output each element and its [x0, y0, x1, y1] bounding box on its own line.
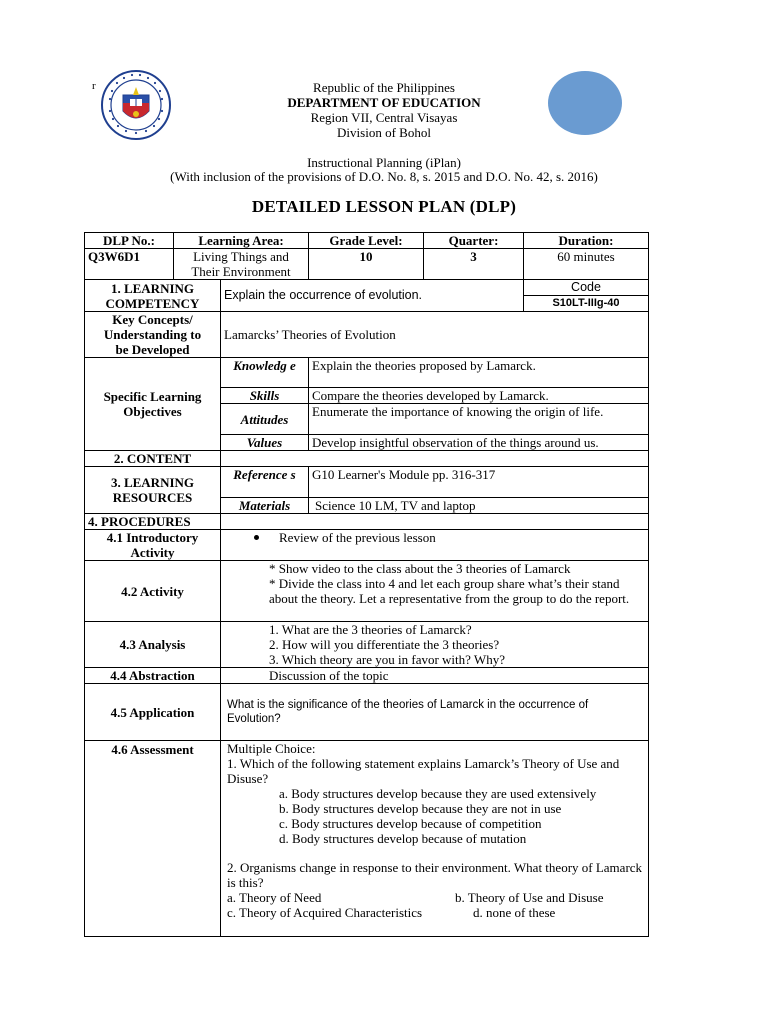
procedures-empty [221, 514, 649, 530]
assessment-q1-choice-d: d. Body structures develop because of mutation [279, 831, 527, 846]
assessment-q2-choice-b: b. Theory of Use and Disuse [455, 890, 604, 905]
assessment-q2: 2. Organisms change in response to their environment. What theory of Lamarck is this? [227, 860, 643, 890]
assessment-q2-choice-a: a. Theory of Need [227, 890, 322, 905]
grade-level-header: Grade Level: [309, 233, 424, 249]
analysis-cell [221, 622, 649, 668]
application-label: 4.5 Application [85, 684, 221, 741]
resources-label-2: RESOURCES [112, 490, 193, 505]
bullet-icon [254, 535, 259, 540]
intro-activity-cell [221, 530, 649, 561]
analysis-question-2: 2. How will you differentiate the 3 theories? [269, 637, 500, 652]
code-label: Code [524, 280, 649, 296]
references-label: Reference s [221, 467, 309, 498]
content-label: 2. CONTENT [85, 451, 221, 467]
header-line-republic: Republic of the Philippines [313, 80, 455, 95]
analysis-label: 4.3 Analysis [85, 622, 221, 668]
assessment-q2-row-1 [227, 890, 645, 905]
competency-code: S10LT-IIIg-40 [524, 296, 649, 312]
header-line-deped: DEPARTMENT OF EDUCATION [287, 95, 481, 110]
assessment-spacer [227, 846, 645, 860]
blue-circle-placeholder [548, 71, 622, 135]
assessment-q2-row-2 [227, 905, 645, 920]
iplan-title: Instructional Planning (iPlan) [307, 155, 461, 170]
analysis-question-1: 1. What are the 3 theories of Lamarck? [269, 622, 472, 637]
header-line-region: Region VII, Central Visayas [310, 110, 458, 125]
page-title: DETAILED LESSON PLAN (DLP) [251, 197, 517, 216]
quarter-value: 3 [424, 249, 524, 280]
key-concepts-label-3: be Developed [115, 342, 190, 357]
materials-text: Science 10 LM, TV and laptop [309, 498, 649, 514]
objectives-label [85, 358, 221, 451]
activity-cell [221, 561, 649, 622]
resources-label [85, 467, 221, 514]
learning-area-line-2: Their Environment [191, 264, 291, 279]
assessment-heading: Multiple Choice: [227, 741, 316, 756]
key-concepts-label-1: Key Concepts/ [112, 312, 193, 327]
assessment-q2-choice-c: c. Theory of Acquired Characteristics [227, 905, 423, 920]
activity-line-1: * Show video to the class about the 3 theories of Lamarck [269, 561, 571, 576]
corner-mark: r [92, 80, 96, 92]
objective-domain-knowledge: Knowledg e [221, 358, 309, 388]
learning-area-header: Learning Area: [174, 233, 309, 249]
objective-skills: Compare the theories developed by Lamarck. [309, 388, 649, 404]
duration-header: Duration: [524, 233, 649, 249]
objective-domain-skills: Skills [221, 388, 309, 404]
competency-text: Explain the occurrence of evolution. [221, 280, 524, 312]
analysis-question-3: 3. Which theory are you in favor with? Why? [269, 652, 505, 667]
abstraction-text: Discussion of the topic [221, 668, 649, 684]
assessment-q1-choice-a: a. Body structures develop because they are used extensively [279, 786, 597, 801]
quarter-header: Quarter: [424, 233, 524, 249]
competency-label [85, 280, 221, 312]
lesson-plan-table [84, 232, 649, 937]
materials-label: Materials [221, 498, 309, 514]
learning-area-value [174, 249, 309, 280]
assessment-q1-choice-c: c. Body structures develop because of competition [279, 816, 542, 831]
dlp-no-header: DLP No.: [85, 233, 174, 249]
intro-activity-label-2: Activity [130, 545, 175, 560]
activity-label: 4.2 Activity [85, 561, 221, 622]
content-text [221, 451, 649, 467]
intro-activity-text: Review of the previous lesson [279, 530, 436, 545]
procedures-label: 4. PROCEDURES [85, 514, 221, 530]
competency-label-2: COMPETENCY [105, 295, 200, 311]
assessment-cell [221, 741, 649, 937]
assessment-q1: 1. Which of the following statement explains Lamarck’s Theory of Use and Disuse? [227, 756, 620, 786]
intro-activity-label [85, 530, 221, 561]
dlp-no-value: Q3W6D1 [85, 249, 174, 280]
activity-line-2: * Divide the class into 4 and let each group share what’s their stand about the theory. Let a representative from the group to do the report. [269, 576, 630, 606]
assessment-label: 4.6 Assessment [85, 741, 221, 937]
assessment-q2-choice-d: d. none of these [473, 905, 556, 920]
application-text: What is the significance of the theories of Lamarck in the occurrence of Evolution? [221, 684, 649, 741]
duration-value: 60 minutes [524, 249, 649, 280]
key-concepts-label [85, 312, 221, 358]
iplan-subtitle: (With inclusion of the provisions of D.O. No. 8, s. 2015 and D.O. No. 42, s. 2016) [170, 169, 598, 184]
objective-values: Develop insightful observation of the things around us. [309, 435, 649, 451]
objectives-label-1: Specific Learning [103, 389, 202, 404]
references-text: G10 Learner's Module pp. 316-317 [309, 467, 649, 498]
header-line-division: Division of Bohol [337, 125, 431, 140]
objective-attitudes: Enumerate the importance of knowing the origin of life. [309, 404, 649, 435]
objectives-label-2: Objectives [123, 404, 182, 419]
resources-label-1: 3. LEARNING [110, 475, 195, 490]
competency-label-1: 1. LEARNING [110, 280, 195, 296]
assessment-q1-choice-b: b. Body structures develop because they are not in use [279, 801, 562, 816]
key-concepts-label-2: Understanding to [103, 327, 202, 342]
objective-domain-attitudes: Attitudes [221, 404, 309, 435]
abstraction-label: 4.4 Abstraction [85, 668, 221, 684]
intro-activity-label-1: 4.1 Introductory [106, 530, 199, 545]
objective-knowledge: Explain the theories proposed by Lamarck. [309, 358, 649, 388]
objective-domain-values: Values [221, 435, 309, 451]
learning-area-line-1: Living Things and [193, 249, 289, 264]
grade-level-value: 10 [309, 249, 424, 280]
key-concepts-text: Lamarcks’ Theories of Evolution [221, 312, 649, 358]
